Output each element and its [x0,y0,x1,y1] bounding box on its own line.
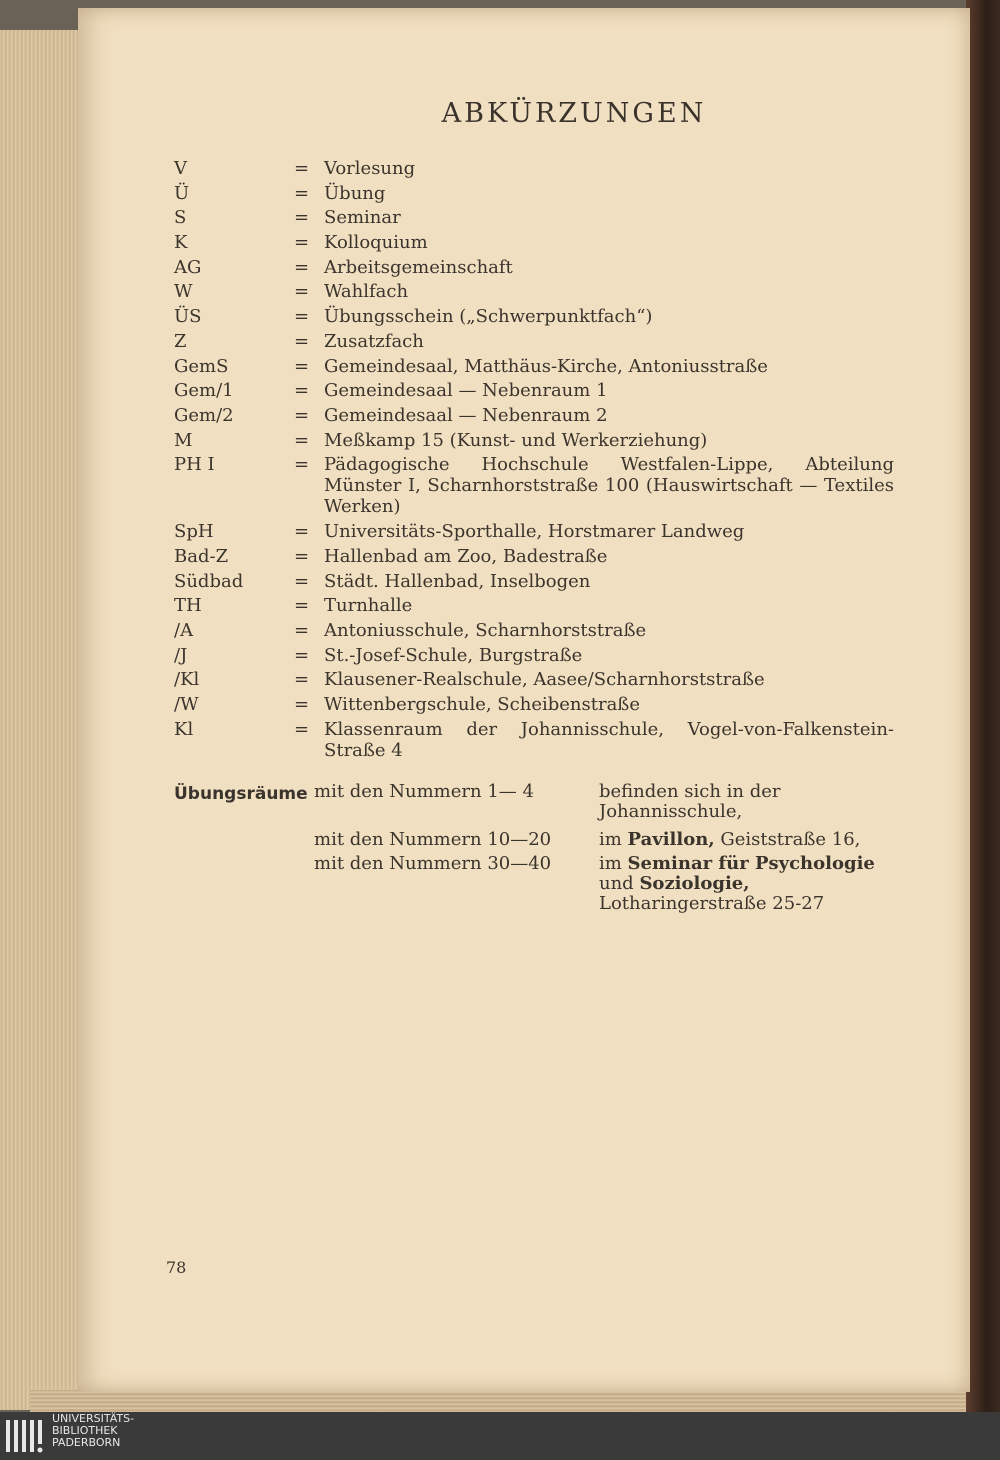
equals-sign: = [294,380,310,402]
abbreviation-value: Übung [324,182,386,204]
practice-rooms-section [174,782,894,914]
abbreviation-value: Wahlfach [324,281,409,303]
equals-sign: = [294,256,310,278]
library-logo-icon [4,1416,44,1456]
abbreviation-entry [174,356,894,381]
abbreviation-key: V [174,158,187,179]
room-numbers: mit den Nummern 1— 4 [314,781,534,802]
abbreviation-key: K [174,232,188,254]
room-location [599,782,894,822]
equals-sign: = [294,306,310,328]
abbreviation-key: Kl [174,718,194,740]
room-location-text: befinden sich in der Johannisschule, [599,781,781,822]
equals-sign: = [294,545,310,567]
book-cover-edge [966,0,1000,1412]
abbreviation-value: Städt. Hallenbad, Inselbogen [324,570,591,592]
room-location-rest: Lotharingerstraße 25-27 [599,893,825,914]
abbreviation-key: /Kl [174,669,200,691]
book-page [78,8,970,1392]
library-name-line: UNIVERSITÄTS- [52,1412,135,1425]
abbreviation-value: Meßkamp 15 (Kunst- und Werkerziehung) [324,429,708,451]
abbreviation-key: ÜS [174,306,202,328]
abbreviation-value: Vorlesung [324,158,416,179]
room-location [599,854,894,914]
book-page-edges [0,30,80,1410]
equals-sign: = [294,595,310,617]
abbreviation-key: M [174,429,193,451]
room-location [599,830,894,850]
abbreviation-entry [174,430,894,455]
equals-sign: = [294,404,310,426]
abbreviation-entry [174,694,894,719]
abbreviation-value: Zusatzfach [324,330,424,352]
room-numbers: mit den Nummern 30—40 [314,853,552,874]
book-bottom-edges [30,1390,970,1412]
abbreviation-value: Pädagogische Hochschule Westfalen-Lippe, Abteilung Münster I, Scharnhorststraße 100 (Hauswirtschaft — Textiles Werken) [324,454,894,518]
abbreviation-entry [174,306,894,331]
room-location-rest: Geiststraße 16, [714,829,861,850]
equals-sign: = [294,694,310,716]
page-title: ABKÜRZUNGEN [441,98,707,129]
equals-sign: = [294,207,310,229]
room-location-highlight: Pavillon, [627,829,715,850]
abbreviation-key: Ü [174,182,190,204]
library-name [52,1413,134,1449]
abbreviation-value: Gemeindesaal — Nebenraum 1 [324,380,608,402]
abbreviation-value: Klassenraum der Johannisschule, Vogel-von-Falkenstein-Straße 4 [324,718,894,761]
abbreviation-entry [174,257,894,282]
abbreviation-entry [174,331,894,356]
abbreviation-value: Klausener-Realschule, Aasee/Scharnhorststraße [324,669,765,691]
abbreviation-key: PH I [174,454,215,476]
abbreviation-entry [174,183,894,208]
abbreviation-value: Hallenbad am Zoo, Badestraße [324,545,608,567]
abbreviation-value: Gemeindesaal — Nebenraum 2 [324,404,608,426]
abbreviation-value: Gemeindesaal, Matthäus-Kirche, Antoniusstraße [324,355,768,377]
abbreviation-entry [174,595,894,620]
abbreviation-list [174,158,894,765]
abbreviation-entry [174,645,894,670]
room-location-prefix: im [599,829,628,850]
equals-sign: = [294,281,310,303]
abbreviation-key: /A [174,620,194,641]
room-location-highlight: Soziologie, [639,873,750,894]
equals-sign: = [294,718,310,740]
abbreviation-key: GemS [174,355,229,377]
equals-sign: = [294,182,310,204]
abbreviation-entry [174,546,894,571]
room-entry [174,854,894,914]
abbreviation-key: TH [174,595,202,617]
abbreviation-entry [174,521,894,546]
room-location-prefix: im [599,853,628,874]
abbreviation-entry [174,380,894,405]
abbreviation-entry [174,669,894,694]
abbreviation-entry [174,405,894,430]
equals-sign: = [294,669,310,691]
equals-sign: = [294,429,310,451]
equals-sign: = [294,644,310,666]
equals-sign: = [294,454,310,476]
page-number: 78 [166,1258,187,1277]
equals-sign: = [294,620,310,641]
abbreviation-key: W [174,281,193,303]
abbreviation-key: Südbad [174,570,244,592]
library-name-line: PADERBORN [52,1436,121,1449]
equals-sign: = [294,570,310,592]
equals-sign: = [294,355,310,377]
abbreviation-key: AG [174,256,202,278]
abbreviation-value: Seminar [324,207,401,229]
abbreviation-value: Universitäts-Sporthalle, Horstmarer Landweg [324,521,745,543]
abbreviation-key: Gem/2 [174,404,234,426]
room-entry [174,782,894,830]
abbreviation-key: Z [174,330,187,352]
abbreviation-key: Bad-Z [174,545,229,567]
library-name-line: BIBLIOTHEK [52,1424,118,1437]
abbreviation-value: St.-Josef-Schule, Burgstraße [324,644,583,666]
equals-sign: = [294,232,310,254]
abbreviation-entry [174,571,894,596]
equals-sign: = [294,158,310,179]
abbreviation-key: S [174,207,187,229]
abbreviation-value: Wittenbergschule, Scheibenstraße [324,694,640,716]
abbreviation-value: Arbeitsgemeinschaft [324,256,513,278]
abbreviation-key: Gem/1 [174,380,234,402]
library-footer [0,1412,1000,1460]
abbreviation-entry [174,232,894,257]
equals-sign: = [294,521,310,543]
room-location-mid: und [599,873,640,894]
abbreviation-entry [174,281,894,306]
abbreviation-value: Übungsschein („Schwerpunktfach“) [324,306,653,328]
abbreviation-entry [174,719,894,761]
room-numbers: mit den Nummern 10—20 [314,829,552,850]
abbreviation-value: Kolloquium [324,232,428,254]
abbreviation-entry [174,207,894,232]
abbreviation-key: /W [174,694,199,716]
abbreviation-entry [174,454,894,517]
room-entry [174,830,894,854]
abbreviation-value: Antoniusschule, Scharnhorststraße [324,620,647,641]
abbreviation-key: /J [174,644,188,666]
practice-rooms-label: Übungsräume [174,784,308,804]
abbreviation-entry [174,158,894,183]
room-location-highlight: Seminar für Psychologie [627,853,875,874]
abbreviation-entry [174,620,894,645]
equals-sign: = [294,330,310,352]
abbreviation-key: SpH [174,521,214,543]
abbreviation-value: Turnhalle [324,595,413,617]
